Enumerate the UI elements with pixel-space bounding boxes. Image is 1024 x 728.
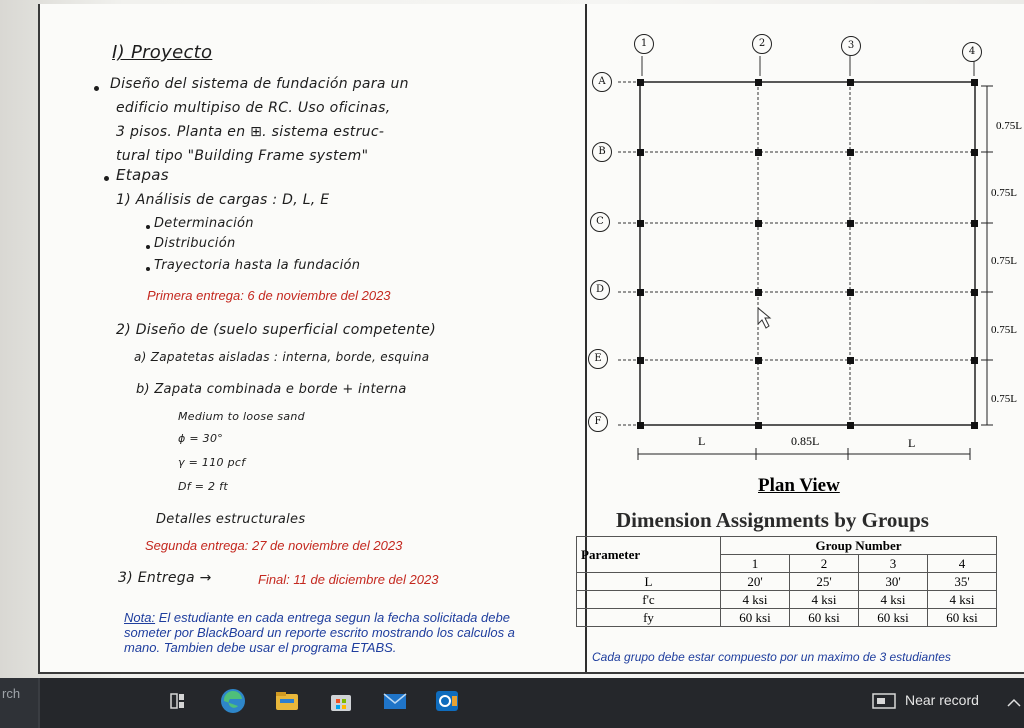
step1-item-1: Determinación [154,216,254,231]
table-row [577,609,997,627]
detalles-estructurales: Detalles estructurales [156,512,306,527]
grid-row-label: C [590,212,610,232]
grid-row-label: F [588,412,608,432]
spacing-label: 0.75L [991,393,1017,405]
column-c1 [637,220,644,227]
column-c3 [847,220,854,227]
dimension-table [576,536,997,627]
grid-lines [618,82,975,425]
mouse-cursor-icon [758,308,770,328]
grid-row-label: E [588,349,608,369]
step1-item-2: Distribución [154,236,236,251]
bullet [104,176,109,181]
step1-title: 1) Análisis de cargas : D, L, E [116,192,330,208]
column-e2 [755,357,762,364]
column-d1 [637,289,644,296]
column-b2 [755,149,762,156]
column-b1 [637,149,644,156]
table-row [577,591,997,609]
value-cell: 4 ksi [859,591,928,609]
weather-text: Near record [905,692,979,708]
step2-a: a) Zapatetas aisladas : interna, borde, esquina [134,350,430,364]
value-cell: 60 ksi [859,609,928,627]
search-box[interactable] [0,678,38,728]
column-f1 [637,422,644,429]
nota-text: El estudiante en cada entrega segun la fecha solicitada debe someter por BlackBoard un reporte escrito mostrando los calculos a mano. Tambien debe usar el programa ETABS. [124,610,515,655]
etapas-label: Etapas [116,166,169,184]
store-icon[interactable] [326,686,356,716]
grid-row-label: B [592,142,612,162]
table-row [577,573,997,591]
value-cell: 60 ksi [721,609,790,627]
soil-type: Medium to loose sand [178,410,305,423]
desc-line-1: Diseño del sistema de fundación para un [110,76,409,92]
value-cell: 25' [790,573,859,591]
grid-column-label: 2 [752,34,772,54]
column-c4 [971,220,978,227]
group-cell: 2 [790,555,859,573]
file-explorer-icon[interactable] [272,686,302,716]
spacing-label: 0.85L [791,434,820,448]
final-entrega: Final: 11 de diciembre del 2023 [258,572,439,587]
group-footnote: Cada grupo debe estar compuesto por un maximo de 3 estudiantes [592,650,951,664]
column-b3 [847,149,854,156]
column-leaders [642,56,974,76]
column-f3 [847,422,854,429]
bullet [94,86,99,91]
step1-item-3: Trayectoria hasta la fundación [154,258,361,273]
desc-line-3: 3 pisos. Planta en ⊞. sistema estruc- [116,124,385,140]
group-cell: 4 [928,555,997,573]
column-b4 [971,149,978,156]
taskbar [0,678,1024,728]
column-a1 [637,79,644,86]
nota-paragraph [124,610,534,655]
spacing-label: 0.75L [991,187,1017,199]
grid-column-label: 4 [962,42,982,62]
taskbar-divider [38,678,40,728]
spacing-label: 0.75L [996,120,1022,132]
grid-column-label: 3 [841,36,861,56]
edge-icon[interactable] [218,686,248,716]
step2-title: 2) Diseño de (suelo superficial competente) [116,322,436,338]
column-a2 [755,79,762,86]
column-e3 [847,357,854,364]
column-d3 [847,289,854,296]
value-cell: 30' [859,573,928,591]
param-cell: fy [577,609,721,627]
column-e4 [971,357,978,364]
soil-gamma: γ = 110 pcf [178,456,246,469]
spacing-label: L [698,434,706,448]
column-d2 [755,289,762,296]
dimension-table-title: Dimension Assignments by Groups [616,508,929,532]
table-header-row [577,537,997,555]
plan-perimeter [640,82,975,425]
chevron-up-icon[interactable] [1007,698,1021,708]
soil-df: Df = 2 ft [178,480,228,493]
group-header: Group Number [721,537,997,555]
search-box-text: rch [2,686,21,701]
grid-column-label: 1 [634,34,654,54]
value-cell: 4 ksi [721,591,790,609]
section-title: I) Proyecto [112,42,213,63]
task-view-icon[interactable] [162,686,192,716]
bullet [146,267,150,271]
value-cell: 35' [928,573,997,591]
columns [637,79,978,429]
nota-label: Nota: [124,610,156,625]
step2-b: b) Zapata combinada e borde + interna [136,382,407,397]
plan-view-drawing [580,30,1024,470]
plan-outline [640,82,975,425]
grid-row-label: D [590,280,610,300]
value-cell: 60 ksi [790,609,859,627]
grid-row-label: A [592,72,612,92]
mail-icon[interactable] [380,686,410,716]
column-e1 [637,357,644,364]
column-a4 [971,79,978,86]
column-f2 [755,422,762,429]
bottom-dimension-line [638,448,970,460]
desc-line-4: tural tipo "Building Frame system" [116,148,369,164]
step3-entrega: 3) Entrega → [118,570,212,586]
bullet [146,225,150,229]
column-d4 [971,289,978,296]
outlook-icon[interactable] [432,686,462,716]
plan-view-title: Plan View [758,475,840,496]
value-cell: 20' [721,573,790,591]
spacing-label: L [908,436,916,450]
spacing-label: 0.75L [991,324,1017,336]
segunda-entrega: Segunda entrega: 27 de noviembre del 2023 [145,538,403,553]
param-header: Parameter [577,537,721,573]
column-a3 [847,79,854,86]
value-cell: 4 ksi [790,591,859,609]
value-cell: 4 ksi [928,591,997,609]
param-cell: f'c [577,591,721,609]
desc-line-2: edificio multipiso de RC. Uso oficinas, [116,100,391,116]
spacing-label: 0.75L [991,255,1017,267]
value-cell: 60 ksi [928,609,997,627]
group-cell: 3 [859,555,928,573]
thermometer-icon [871,691,897,711]
primera-entrega: Primera entrega: 6 de noviembre del 2023 [147,288,391,303]
column-c2 [755,220,762,227]
param-cell: L [577,573,721,591]
group-cell: 1 [721,555,790,573]
column-f4 [971,422,978,429]
soil-phi: ϕ = 30° [178,432,224,445]
bullet [146,245,150,249]
